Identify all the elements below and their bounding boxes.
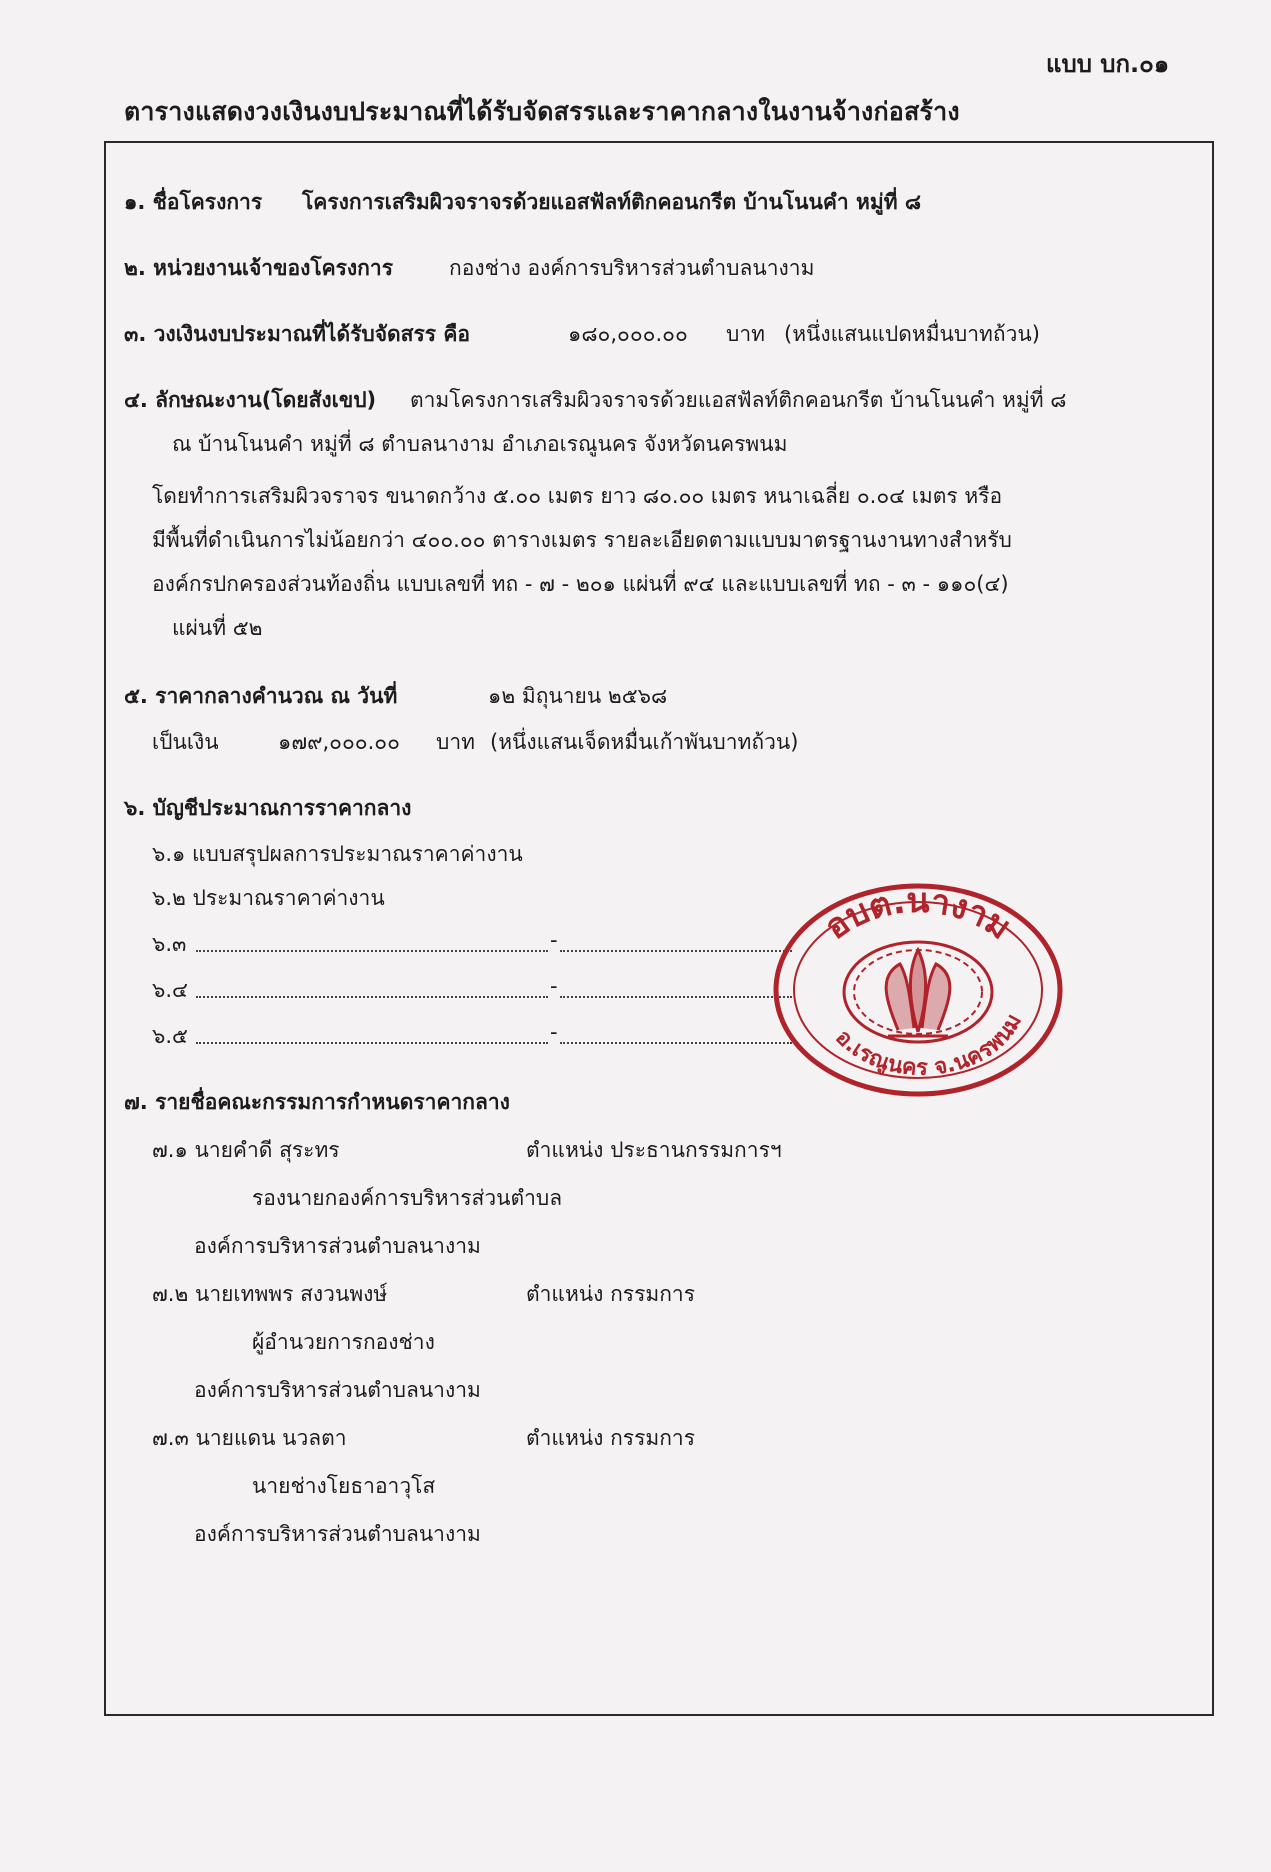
member-2-title: ผู้อำนวยการกองช่าง — [252, 1330, 435, 1354]
member-3-name: ๗.๓ นายแดน นวลตา — [152, 1426, 347, 1450]
item6-sub5-dots — [196, 1042, 548, 1044]
item6-sub1: ๖.๑ แบบสรุปผลการประมาณราคาค่างาน — [152, 842, 523, 866]
item7-label: ๗. รายชื่อคณะกรรมการกำหนดราคากลาง — [124, 1090, 510, 1114]
member-2-name: ๗.๒ นายเทพพร สงวนพงษ์ — [152, 1282, 388, 1306]
member-1-position: ตำแหน่ง ประธานกรรมการฯ — [526, 1138, 782, 1162]
item6-sub3-dots-right — [560, 950, 792, 952]
form-code: แบบ บก.๐๑ — [1046, 50, 1170, 78]
item4-line5: องค์กรปกครองส่วนท้องถิ่น แบบเลขที่ ทถ - ๗ - ๒๐๑ แผ่นที่ ๙๔ และแบบเลขที่ ทถ - ๓ - ๑๑๐(๔) — [152, 572, 1009, 596]
member-2-position: ตำแหน่ง กรรมการ — [526, 1282, 695, 1306]
item6-sub5-dash: - — [550, 1020, 558, 1044]
item2-label: ๒. หน่วยงานเจ้าของโครงการ — [124, 256, 393, 280]
item6-sub3: ๖.๓ — [152, 932, 187, 956]
document-title: ตารางแสดงวงเงินงบประมาณที่ได้รับจัดสรรและราคากลางในงานจ้างก่อสร้าง — [124, 97, 960, 126]
item3-amount-text: (หนึ่งแสนแปดหมื่นบาทถ้วน) — [784, 322, 1040, 346]
item6-sub2: ๖.๒ ประมาณราคาค่างาน — [152, 886, 385, 910]
official-seal — [768, 880, 1068, 1100]
item5-amount-label: เป็นเงิน — [152, 730, 219, 754]
item3-unit: บาท — [726, 322, 765, 346]
item6-sub3-dash: - — [550, 928, 558, 952]
item3-label: ๓. วงเงินงบประมาณที่ได้รับจัดสรร คือ — [124, 322, 471, 346]
item6-sub4: ๖.๔ — [152, 978, 188, 1002]
member-2-org: องค์การบริหารส่วนตำบลนางาม — [194, 1378, 481, 1402]
item4-line6: แผ่นที่ ๕๒ — [172, 616, 263, 640]
item4-line1: ตามโครงการเสริมผิวจราจรด้วยแอสฟัลท์ติกคอนกรีต บ้านโนนคำ หมู่ที่ ๘ — [410, 388, 1067, 412]
item6-sub4-dots — [196, 996, 548, 998]
member-3-org: องค์การบริหารส่วนตำบลนางาม — [194, 1522, 481, 1546]
item6-sub5-dots-right — [560, 1042, 792, 1044]
item4-line3: โดยทำการเสริมผิวจราจร ขนาดกว้าง ๕.๐๐ เมตร ยาว ๘๐.๐๐ เมตร หนาเฉลี่ย ๐.๐๔ เมตร หรือ — [152, 484, 1003, 508]
item4-line4: มีพื้นที่ดำเนินการไม่น้อยกว่า ๔๐๐.๐๐ ตารางเมตร รายละเอียดตามแบบมาตรฐานงานทางสำหรับ — [152, 528, 1012, 552]
item5-date: ๑๒ มิถุนายน ๒๕๖๘ — [488, 684, 668, 708]
item6-sub3-dots — [196, 950, 548, 952]
member-1-name: ๗.๑ นายคำดี สุระทร — [152, 1138, 340, 1162]
item4-label: ๔. ลักษณะงาน(โดยสังเขป) — [124, 388, 377, 412]
item1-label: ๑. ชื่อโครงการ — [124, 190, 263, 214]
item5-label: ๕. ราคากลางคำนวณ ณ วันที่ — [124, 684, 398, 708]
item5-amount: ๑๗๙,๐๐๐.๐๐ — [278, 730, 400, 754]
item6-label: ๖. บัญชีประมาณการราคากลาง — [124, 796, 412, 820]
item3-amount: ๑๘๐,๐๐๐.๐๐ — [568, 322, 688, 346]
item2-value: กองช่าง องค์การบริหารส่วนตำบลนางาม — [449, 256, 815, 280]
item1-value: โครงการเสริมผิวจราจรด้วยแอสฟัลท์ติกคอนกรีต บ้านโนนคำ หมู่ที่ ๘ — [302, 190, 922, 214]
item6-sub4-dash: - — [550, 974, 558, 998]
member-3-position: ตำแหน่ง กรรมการ — [526, 1426, 695, 1450]
member-1-title: รองนายกองค์การบริหารส่วนตำบล — [252, 1186, 563, 1210]
item6-sub5: ๖.๕ — [152, 1024, 188, 1048]
item6-sub4-dots-right — [560, 996, 792, 998]
svg-text:อ.เรณูนคร จ.นครพนม: อ.เรณูนคร จ.นครพนม — [830, 1009, 1027, 1081]
svg-text:อบต.นางาม: อบต.นางาม — [817, 881, 1019, 948]
member-3-title: นายช่างโยธาอาวุโส — [252, 1474, 436, 1498]
member-1-org: องค์การบริหารส่วนตำบลนางาม — [194, 1234, 481, 1258]
item4-line2: ณ บ้านโนนคำ หมู่ที่ ๘ ตำบลนางาม อำเภอเรณูนคร จังหวัดนครพนม — [172, 432, 788, 456]
item5-unit: บาท — [436, 730, 475, 754]
item5-amount-text: (หนึ่งแสนเจ็ดหมื่นเก้าพันบาทถ้วน) — [490, 730, 799, 754]
